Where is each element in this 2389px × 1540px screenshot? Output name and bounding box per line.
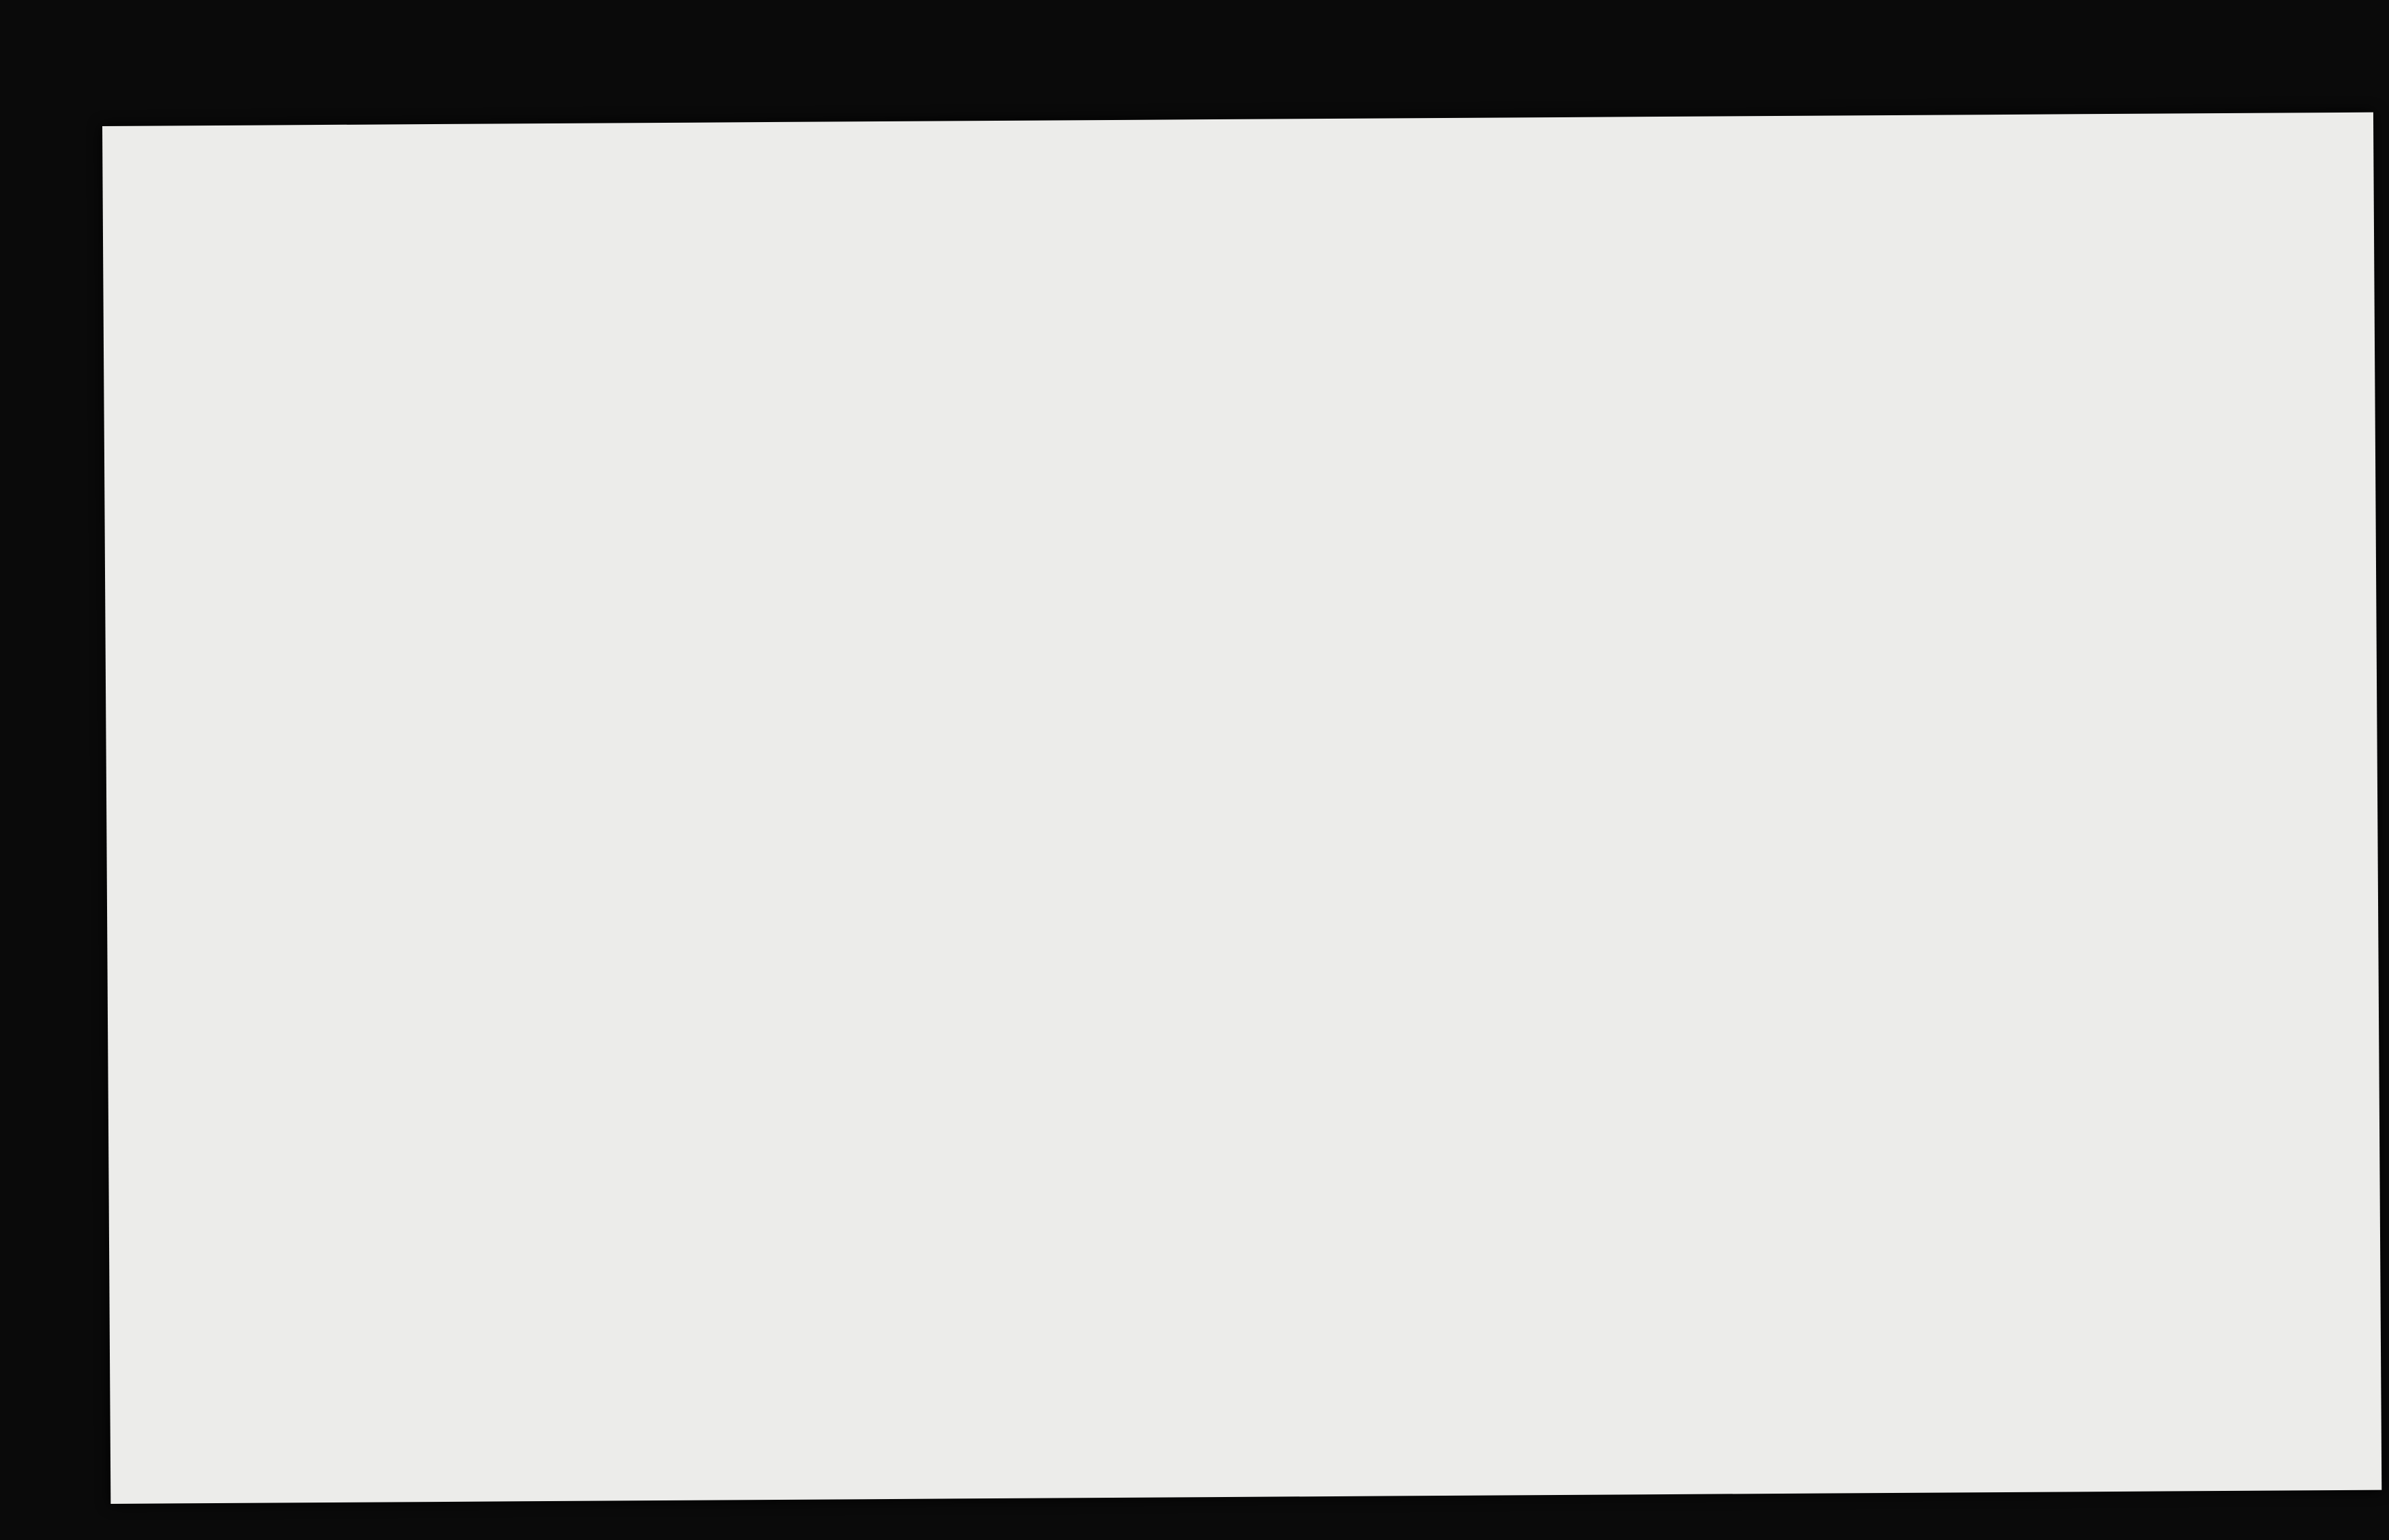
census-form-grid <box>102 113 2381 1504</box>
census-card-sheet <box>102 113 2381 1504</box>
